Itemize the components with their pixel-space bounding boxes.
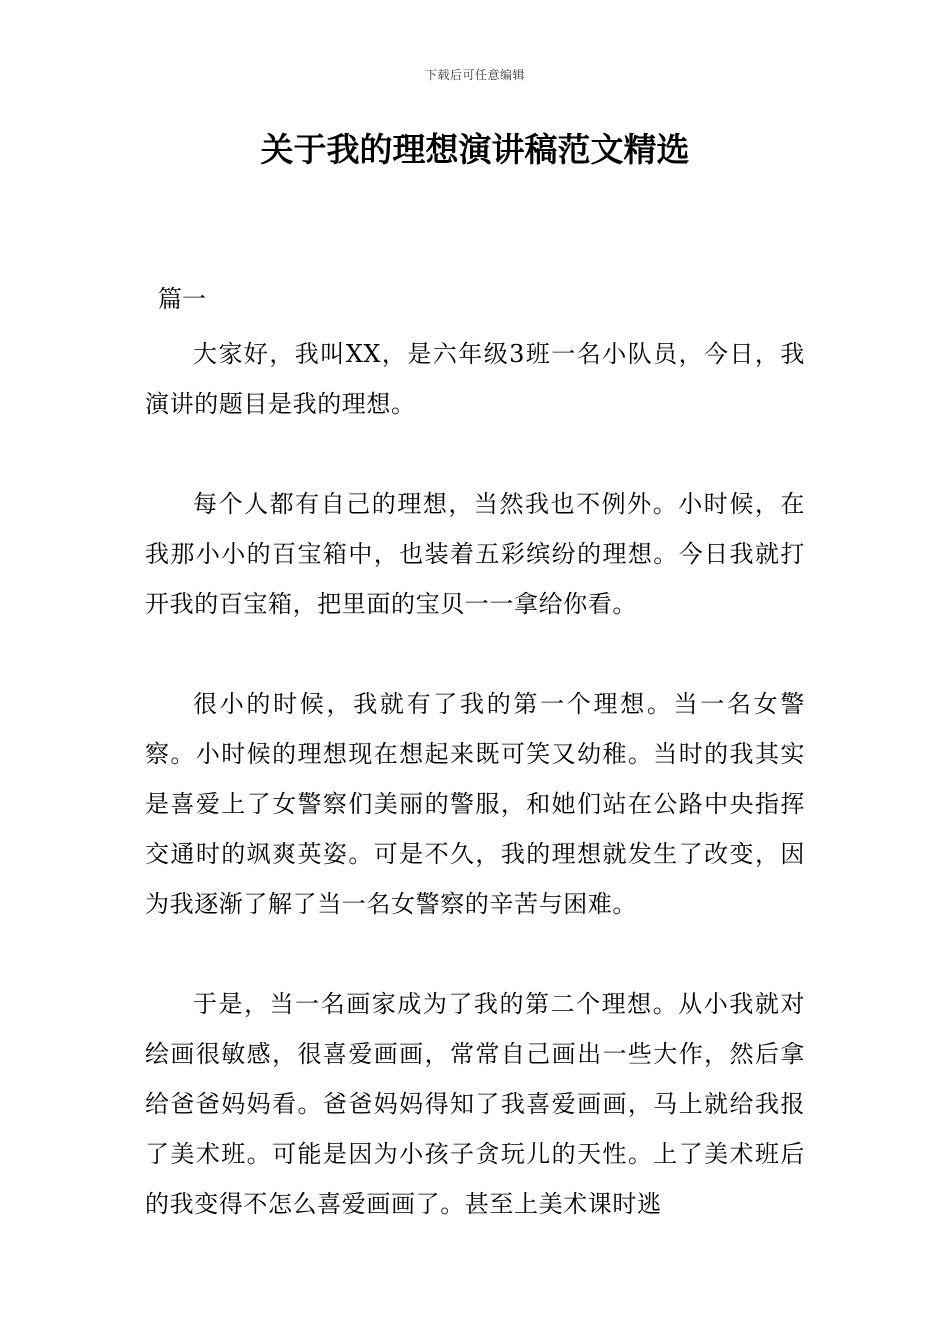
paragraph-2: 每个人都有自己的理想，当然我也不例外。小时候，在我那小小的百宝箱中，也装着五彩缤纷的理想。今日我就打开我的百宝箱，把里面的宝贝一一拿给你看。 bbox=[145, 490, 805, 618]
header-note: 下载后可任意编辑 bbox=[424, 68, 525, 82]
body-text bbox=[145, 329, 805, 1279]
section-label: 篇一 bbox=[158, 285, 206, 313]
paragraph-4: 于是，当一名画家成为了我的第二个理想。从小我就对绘画很敏感，很喜爱画画，常常自己画出一些大作，然后拿给爸爸妈妈看。爸爸妈妈得知了我喜爱画画，马上就给我报了美术班。可能是因为小孩子贪玩儿的天性。上了美术班后的我变得不怎么喜爱画画了。甚至上美术课时逃 bbox=[145, 990, 805, 1218]
paragraph-3: 很小的时候，我就有了我的第一个理想。当一名女警察。小时候的理想现在想起来既可笑又幼稚。当时的我其实是喜爱上了女警察们美丽的警服，和她们站在公路中央指挥交通时的飒爽英姿。可是不久，我的理想就发生了改变，因为我逐渐了解了当一名女警察的辛苦与困难。 bbox=[145, 690, 805, 918]
document-title: 关于我的理想演讲稿范文精选 bbox=[260, 130, 690, 169]
paragraph-1: 大家好，我叫XX，是六年级3班一名小队员，今日，我演讲的题目是我的理想。 bbox=[145, 340, 805, 418]
